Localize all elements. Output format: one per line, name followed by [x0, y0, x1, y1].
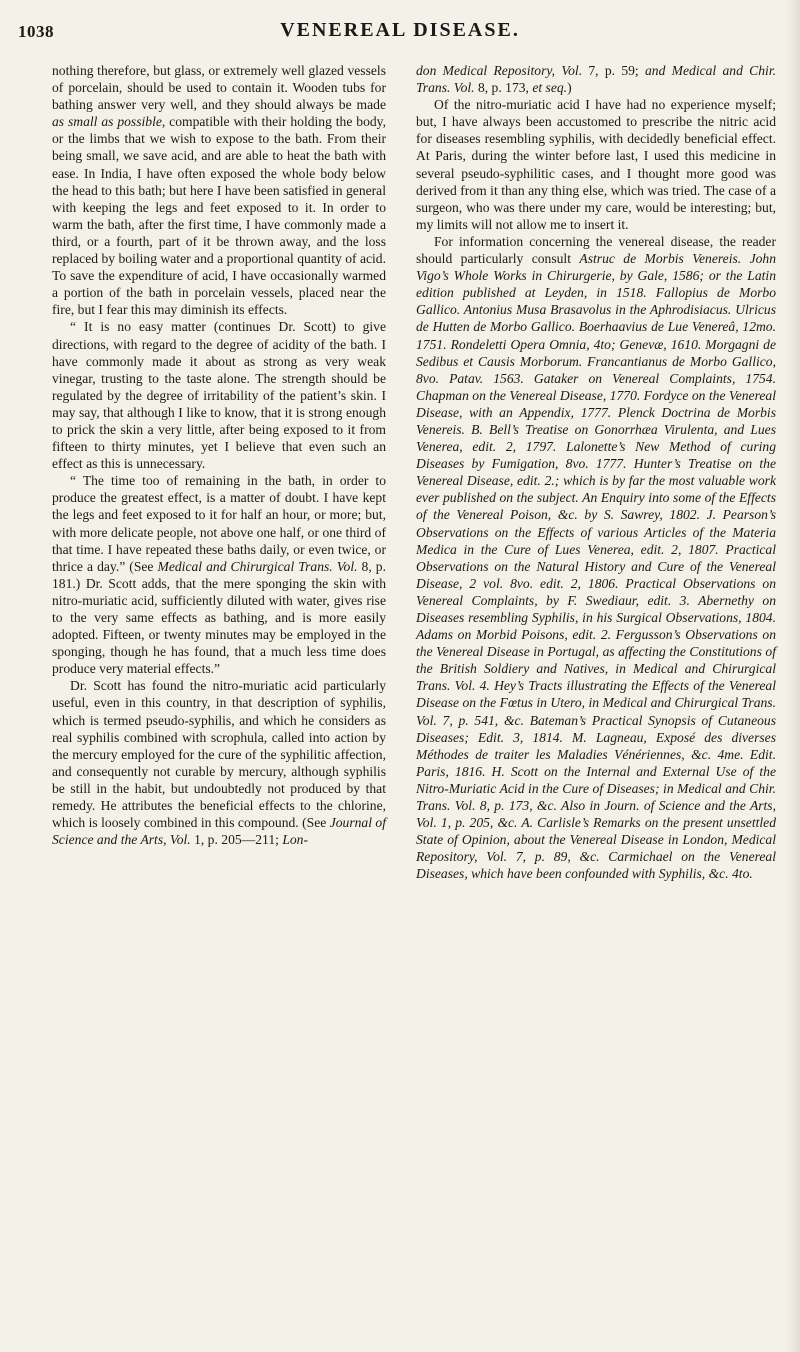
page-edge-shading	[786, 0, 800, 1352]
text-run: 8, p. 173,	[474, 80, 533, 96]
italic-run: and Medical and Chir. Trans. Vol.	[416, 63, 776, 96]
italic-run: as small as possible	[52, 114, 162, 130]
paragraph: Of the nitro-muriatic acid I have had no experience myself; but, I have always been accustomed to prescribe the nitric acid for diseases resembling syphilis, with decidedly beneficial effect. At Paris, during the winter before last, I used this medicine in several pseudo-syphilitic cases, and I thought more good was derived from it than any thing else, which was tried. The case of a surgeon, who was there under my care, would be interesting; but, my limits will not allow me to insert it.	[416, 97, 776, 232]
paragraph: “ It is no easy matter (continues Dr. Scott) to give directions, with regard to the degree of acidity of the bath. I have commonly made it about as strong as very weak vinegar, trusting to the taste alone. The strength should be regulated by the degree of irritability of the patient’s skin. I may say, that although I like to know, that it is strong enough to prick the skin a very little, after being exposed to it from fifteen to thirty minutes, yet I believe that even such an effect as this is unnecessary.	[52, 319, 386, 472]
paragraph	[52, 677, 386, 848]
text-run: 1, p. 205—211;	[190, 832, 283, 848]
right-column	[416, 62, 776, 883]
paragraph	[52, 62, 386, 318]
bibliography-list: Astruc de Morbis Venereis. John Vigo’s Whole Works in Chirurgerie, by Gale, 1586; or the Latin edition published at Leyden, in 1518. Fallopius de Morbo Gallico. Antonius Musa Brasavolus in the Aphrodisiacus. Ulricus de Hutten de Morbo Gallico. Boerhaavius de Lue Venereâ, 12mo. 1751. Rondeletti Opera Omnia, 4to; Genevæ, 1610. Morgagni de Sedibus et Causis Morborum. Francantianus de Morbo Gallico, 8vo. Patav. 1563. Gataker on Venereal Complaints, 1754. Chapman on the Venereal Disease, 1770. Fordyce on the Venereal Disease, with an Appendix, 1777. Plenck Doctrina de Morbis Venereis. B. Bell’s Treatise on Gonorrhæa Virulenta, and Lues Venerea, edit. 2, 1797. Lalonette’s New Method of curing Diseases by Fumigation, 8vo. 1777. Hunter’s Treatise on the Venereal Disease, edit. 2.; which is by far the most valuable work ever published on the subject. An Enquiry into some of the Effects of the Venereal Poison, &c. by S. Sawrey, 1802. J. Pearson’s Observations on the Effects of various Articles of the Materia Medica in the Cure of Lues Venerea, edit. 2, 1807. Practical Observations on the Natural History and Cure of the Venereal Disease, 2 vol. 8vo. edit. 2, 1806. Practical Observations on Venereal Complaints, by F. Swediaur, edit. 3. Abernethy on Diseases resembling Syphilis, in his Surgical Observations, 1804. Adams on Morbid Poisons, edit. 2. Fergusson’s Observations on the Venereal Disease in Portugal, as affecting the Constitutions of the British Soldiery and Natives, in Medical and Chirurgical Trans. Vol. 4. Hey’s Tracts illustrating the Effects of the Venereal Disease on the Fœtus in Utero, in Medical and Chirurgical Trans. Vol. 7, p. 541, &c. Bateman’s Practical Synopsis of Cutaneous Diseases; Edit. 3, 1814. M. Lagneau, Exposé des diverses Méthodes de traiter les Maladies Vénériennes, &c. 4me. Edit. Paris, 1816. H. Scott on the Internal and External Use of the Nitro-Muriatic Acid in the Cure of Diseases; in Medical and Chir. Trans. Vol. 8, p. 173, &c. Also in Journ. of Science and the Arts, Vol. 1, p. 205, &c. A. Carlisle’s Remarks on the present unsettled State of Opinion, about the Venereal Disease in London, Medical Repository, Vol. 7, p. 89, &c. Carmichael on the Venereal Diseases, which have been confounded with Syphilis, &c. 4to.	[416, 251, 777, 882]
text-run: )	[567, 80, 572, 96]
left-column	[52, 62, 386, 848]
text-run: “ The time too of remaining in the bath, in order to produce the greatest effect, is a matter of doubt. I have kept the legs and feet exposed to it for half an hour, or more; but, with more delicate people, not above one half, or one third of that time. I have repeated these baths daily, or even twice, or thrice a day.” (See	[52, 473, 386, 574]
paragraph	[416, 62, 776, 96]
running-head: VENEREAL DISEASE.	[280, 19, 520, 41]
italic-run: Lon-	[282, 832, 309, 848]
text-run: For information concerning the venereal disease, the reader should particularly consult	[416, 233, 776, 267]
bibliography-paragraph	[416, 233, 776, 883]
text-run: nothing therefore, but glass, or extremely well glazed vessels of porcelain, should be used to contain it. Wooden tubs for bathing answer very well, and they should always be made	[52, 63, 386, 113]
text-run: 7, p. 59;	[582, 63, 645, 78]
italic-run: Medical and Chirurgical Trans. Vol.	[157, 558, 358, 574]
text-run: Dr. Scott has found the nitro-muriatic acid particularly useful, even in this country, in that description of syphilis, which is termed pseudo-syphilis, and which he considers as real syphilis combined with scrophula, called into action by the mercury employed for the cure of the syphilitic affection, and consequently not curable by mercury, although syphilis be still in the habit, but undoubtedly not produced by that remedy. He attributes the beneficial effects to the chlorine, which is loosely combined in this compound. (See	[52, 678, 386, 831]
page-header	[0, 10, 800, 50]
text-run: 8, p. 181.) Dr. Scott adds, that the mere sponging the skin with nitro-muriatic acid, sufficiently diluted with water, gives rise to the very same effects as bathing, and is more easily adopted. Fifteen, or twenty minutes may be employed in the sponging, though he has found, that a much less time does produce very material effects.”	[52, 558, 386, 677]
italic-run: don Medical Repository, Vol.	[416, 63, 583, 78]
italic-run: Journal of Science and the Arts, Vol.	[52, 815, 386, 848]
italic-run: et seq.	[532, 80, 568, 96]
paragraph	[52, 472, 386, 677]
text-run: , compatible with their holding the body, or the limbs that we wish to expose to the bath. From their being small, we save acid, and are able to heat the bath with ease. In India, I have often exposed the whole body below the head to this bath; but here I have been satisfied in general with keeping the legs and feet exposed to it. In order to warm the bath, after the first time, I have commonly made a third, or a fourth, part of it be thrown away, and the loss replaced by boiling water and a proportional quantity of acid. To save the expenditure of acid, I have occasionally warmed a portion of the bath in porcelain vessels, placed near the fire, but I fear this may diminish its effects.	[52, 114, 386, 318]
page-number: 1038	[18, 22, 54, 41]
